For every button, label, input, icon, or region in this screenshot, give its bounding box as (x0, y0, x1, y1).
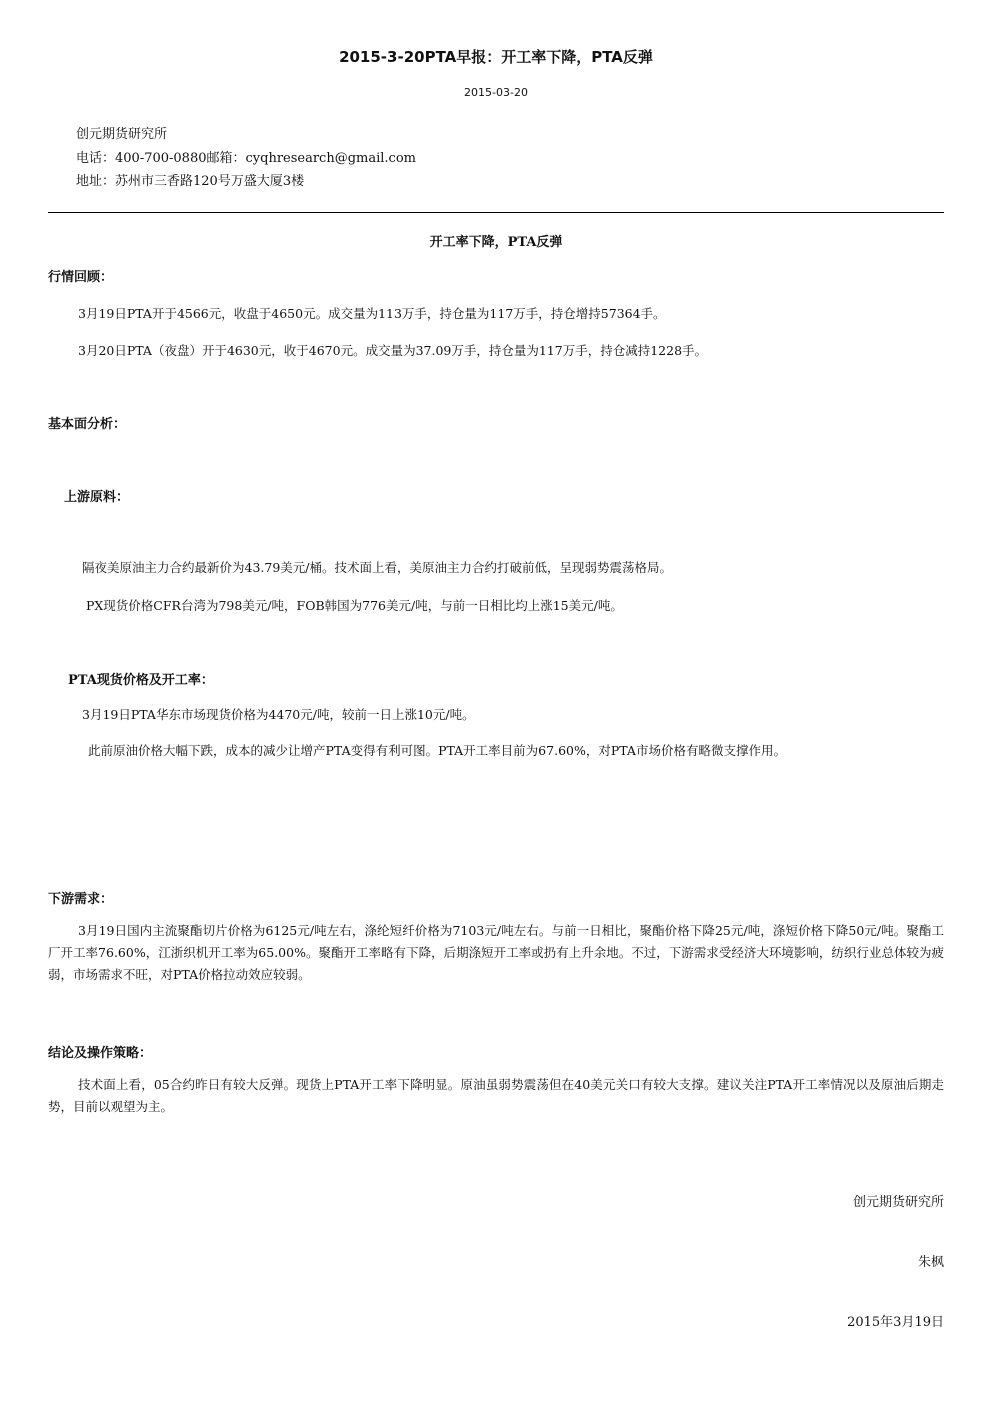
org-name: 创元期货研究所 (76, 127, 168, 142)
downstream-paragraph: 3月19日国内主流聚酯切片价格为6125元/吨左右，涤纶短纤价格为7103元/吨左右。与前一日相比，聚酯价格下降25元/吨，涤短价格下降50元/吨。聚酯工厂开工率76.60%，江浙织机开工率为65.00%。聚酯开工率略有下降，后期涤短开工率或扔有上升余地。不过，下游需求受经济大环境影响，纺织行业总体较为疲弱，市场需求不旺，对PTA价格拉动效应较弱。 (48, 923, 944, 982)
report-date: 2015-03-20 (464, 86, 528, 99)
signature-date: 2015年3月19日 (847, 1315, 944, 1330)
conclusion-paragraph: 技术面上看，05合约昨日有较大反弹。现货上PTA开工率下降明显。原油虽弱势震荡但在40美元关口有较大支撑。建议关注PTA开工率情况以及原油后期走势，目前以观望为主。 (48, 1077, 944, 1114)
market-review-paragraph-2: 3月20日PTA（夜盘）开于4630元，收于4670元。成交量为37.09万手，持仓量为117万手，持仓减持1228手。 (78, 343, 708, 358)
signature-author: 朱枫 (917, 1255, 944, 1270)
conclusion-heading: 结论及操作策略： (48, 1046, 153, 1061)
upstream-paragraph-2: PX现货价格CFR台湾为798美元/吨，FOB韩国为776美元/吨，与前一日相比均上涨15美元/吨。 (86, 598, 623, 613)
spot-heading: PTA现货价格及开工率： (68, 673, 214, 688)
org-contact: 电话：400-700-0880邮箱：cyqhresearch@gmail.com (76, 151, 416, 166)
spot-paragraph-1: 3月19日PTA华东市场现货价格为4470元/吨，较前一日上涨10元/吨。 (82, 707, 475, 722)
fundamentals-heading: 基本面分析： (48, 417, 127, 432)
report-title: 2015-3-20PTA早报：开工率下降，PTA反弹 (339, 48, 653, 66)
upstream-paragraph-1: 隔夜美原油主力合约最新价为43.79美元/桶。技术面上看，美原油主力合约打破前低，呈现弱势震荡格局。 (82, 560, 672, 575)
org-address: 地址：苏州市三香路120号万盛大厦3楼 (76, 174, 305, 189)
market-review-heading: 行情回顾： (48, 270, 114, 285)
header-divider (48, 212, 944, 213)
downstream-heading: 下游需求： (48, 892, 114, 907)
spot-paragraph-2: 此前原油价格大幅下跌，成本的减少让增产PTA变得有利可图。PTA开工率目前为67.60%，对PTA市场价格有略微支撑作用。 (88, 743, 786, 758)
report-subtitle: 开工率下降，PTA反弹 (429, 235, 563, 250)
signature-org: 创元期货研究所 (852, 1195, 944, 1210)
market-review-paragraph-1: 3月19日PTA开于4566元，收盘于4650元。成交量为113万手，持仓量为117万手，持仓增持57364手。 (78, 306, 666, 321)
upstream-heading: 上游原料： (64, 490, 130, 505)
